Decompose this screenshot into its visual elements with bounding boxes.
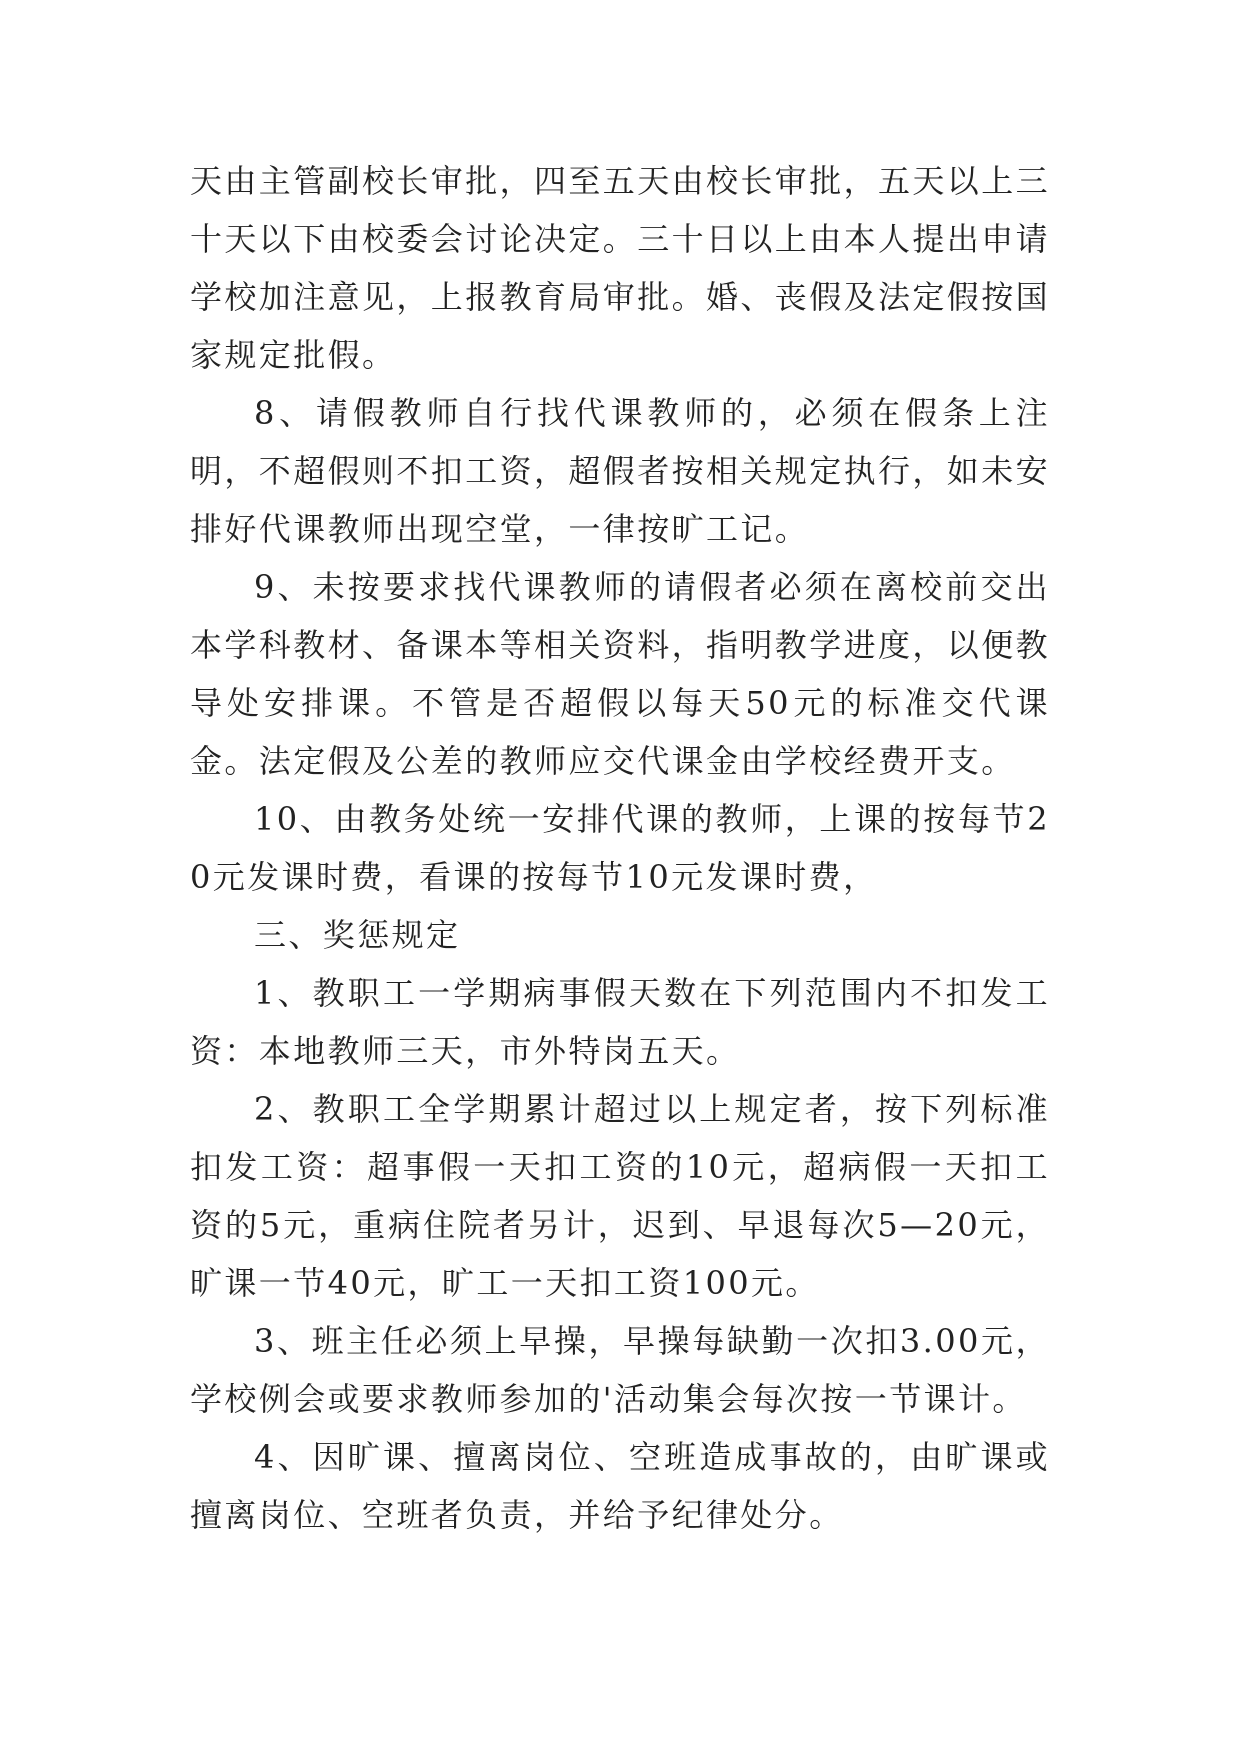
document-body <box>190 152 1050 1544</box>
paragraph-rule-8: 8、请假教师自行找代课教师的，必须在假条上注明，不超假则不扣工资，超假者按相关规定执行，如未安排好代课教师出现空堂，一律按旷工记。 <box>190 394 1051 548</box>
paragraph-penalty-1: 1、教职工一学期病事假天数在下列范围内不扣发工资：本地教师三天，市外特岗五天。 <box>190 974 1050 1070</box>
paragraph-penalty-4: 4、因旷课、擅离岗位、空班造成事故的，由旷课或擅离岗位、空班者负责，并给予纪律处分。 <box>190 1438 1050 1534</box>
paragraph-rule-9: 9、未按要求找代课教师的请假者必须在离校前交出本学科教材、备课本等相关资料，指明教学进度，以便教导处安排课。不管是否超假以每天50元的标准交代课金。法定假及公差的教师应交代课金由学校经费开支。 <box>190 568 1051 780</box>
paragraph-penalty-3: 3、班主任必须上早操，早操每缺勤一次扣3.00元，学校例会或要求教师参加的'活动集会每次按一节课计。 <box>190 1322 1050 1418</box>
section-heading-rewards-penalties: 三、奖惩规定 <box>254 916 461 954</box>
paragraph-penalty-2: 2、教职工全学期累计超过以上规定者，按下列标准扣发工资：超事假一天扣工资的10元，超病假一天扣工资的5元，重病住院者另计，迟到、早退每次5—20元，旷课一节40元，旷工一天扣工资100元。 <box>190 1090 1050 1302</box>
paragraph-approval-continuation: 天由主管副校长审批，四至五天由校长审批，五天以上三十天以下由校委会讨论决定。三十日以上由本人提出申请学校加注意见，上报教育局审批。婚、丧假及法定假按国家规定批假。 <box>190 162 1051 374</box>
paragraph-rule-10: 10、由教务处统一安排代课的教师，上课的按每节20元发课时费，看课的按每节10元发课时费， <box>190 800 1050 896</box>
